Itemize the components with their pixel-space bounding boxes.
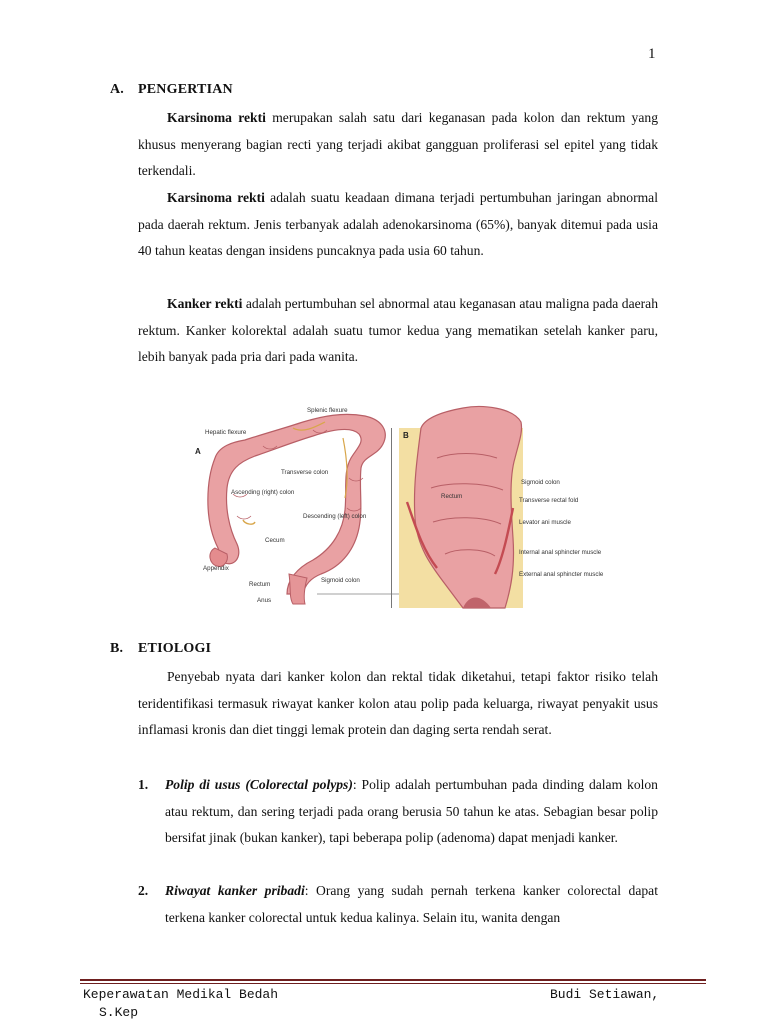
label-sigmoid-colon-a: Sigmoid colon xyxy=(321,577,360,584)
etiology-intro-paragraph: Penyebab nyata dari kanker kolon dan rektal tidak diketahui, tetapi faktor risiko telah teridentifikasi termasuk riwayat kanker kolon atau polip pada keluarga, riwayat penyakit usus inflamasi kronis dan diet tinggi lemak protein dan daging serta rendah serat. xyxy=(138,669,658,738)
page-number: 1 xyxy=(648,46,656,62)
label-transverse-colon: Transverse colon xyxy=(281,469,329,476)
definition-text-3: adalah pertumbuhan sel abnormal atau keganasan atau maligna pada daerah rektum. Kanker kolorektal adalah suatu tumor kedua yang mematikan setelah kanker paru, lebih banyak pada pria dari pada wanita. xyxy=(138,296,658,365)
footer-author-degree: S.Kep xyxy=(99,1005,139,1020)
footer-rule xyxy=(80,979,706,981)
footer-author: Budi Setiawan, xyxy=(550,987,660,1002)
list-item-term: Polip di usus (Colorectal polyps) xyxy=(165,777,353,792)
label-ascending-colon: Ascending (right) colon xyxy=(231,489,295,496)
definition-paragraph-1 xyxy=(138,105,658,185)
section-b-letter: B. xyxy=(110,641,124,656)
label-cecum: Cecum xyxy=(265,537,285,544)
panel-b-letter: B xyxy=(403,431,409,440)
section-b-title: ETIOLOGI xyxy=(138,641,212,656)
list-item-term: Riwayat kanker pribadi xyxy=(165,883,305,898)
label-internal-anal-sphincter: Internal anal sphincter muscle xyxy=(519,549,602,556)
list-item-text: : Polip adalah pertumbuhan pada dinding dalam kolon atau rektum, dan sering terjadi pada orang berusia 50 tahun ke atas. Sebagian besar polip bersifat jinak (bukan kanker), tapi beberapa polip (adenoma) dapat menjadi kanker. xyxy=(165,777,658,846)
panel-b-rectum-section xyxy=(391,407,523,608)
list-item xyxy=(138,878,658,931)
term-kanker-rekti: Kanker rekti xyxy=(167,296,243,311)
section-b-heading xyxy=(110,641,211,657)
list-item-number: 1. xyxy=(138,777,149,792)
label-anus: Anus xyxy=(257,597,272,604)
footer-course-title: Keperawatan Medikal Bedah xyxy=(83,987,279,1002)
label-external-anal-sphincter: External anal sphincter muscle xyxy=(519,571,604,578)
label-hepatic-flexure: Hepatic flexure xyxy=(205,429,247,436)
section-a-heading xyxy=(110,82,233,98)
section-a-letter: A. xyxy=(110,82,125,97)
label-rectum-a: Rectum xyxy=(249,581,271,588)
term-karsinoma-rekti-2: Karsinoma rekti xyxy=(167,190,265,205)
definition-text-2: adalah suatu keadaan dimana terjadi pertumbuhan jaringan abnormal pada daerah rektum. Jenis terbanyak adalah adenokarsinoma (65%), banyak ditemui pada usia 40 tahun keatas dengan insidens puncaknya pada usia 60 tahun. xyxy=(138,190,658,259)
definition-paragraph-3 xyxy=(138,291,658,371)
label-transverse-rectal-fold: Transverse rectal fold xyxy=(519,497,579,504)
list-item xyxy=(138,772,658,852)
label-splenic-flexure: Splenic flexure xyxy=(307,407,348,414)
term-karsinoma-rekti-1: Karsinoma rekti xyxy=(167,110,266,125)
list-item-text: : Orang yang sudah pernah terkena kanker colorectal dapat terkena kanker colorectal untuk kedua kalinya. Selain itu, wanita dengan xyxy=(165,883,658,925)
label-levator-ani: Levator ani muscle xyxy=(519,519,571,526)
list-item-number: 2. xyxy=(138,883,149,898)
colon-rectum-anatomy-figure xyxy=(193,398,604,610)
label-appendix: Appendix xyxy=(203,565,229,572)
section-a-title: PENGERTIAN xyxy=(138,82,233,97)
label-descending-colon: Descending (left) colon xyxy=(303,513,367,520)
panel-a-letter: A xyxy=(195,447,201,456)
definition-paragraph-2 xyxy=(138,185,658,265)
label-sigmoid-colon-b: Sigmoid colon xyxy=(521,479,560,486)
footer-rule-thin xyxy=(80,983,706,984)
definition-text-1: merupakan salah satu dari keganasan pada kolon dan rektum yang khusus menyerang bagian recti yang terjadi akibat gangguan proliferasi sel epitel yang tidak terkendali. xyxy=(138,110,658,179)
label-rectum-b: Rectum xyxy=(441,493,463,500)
